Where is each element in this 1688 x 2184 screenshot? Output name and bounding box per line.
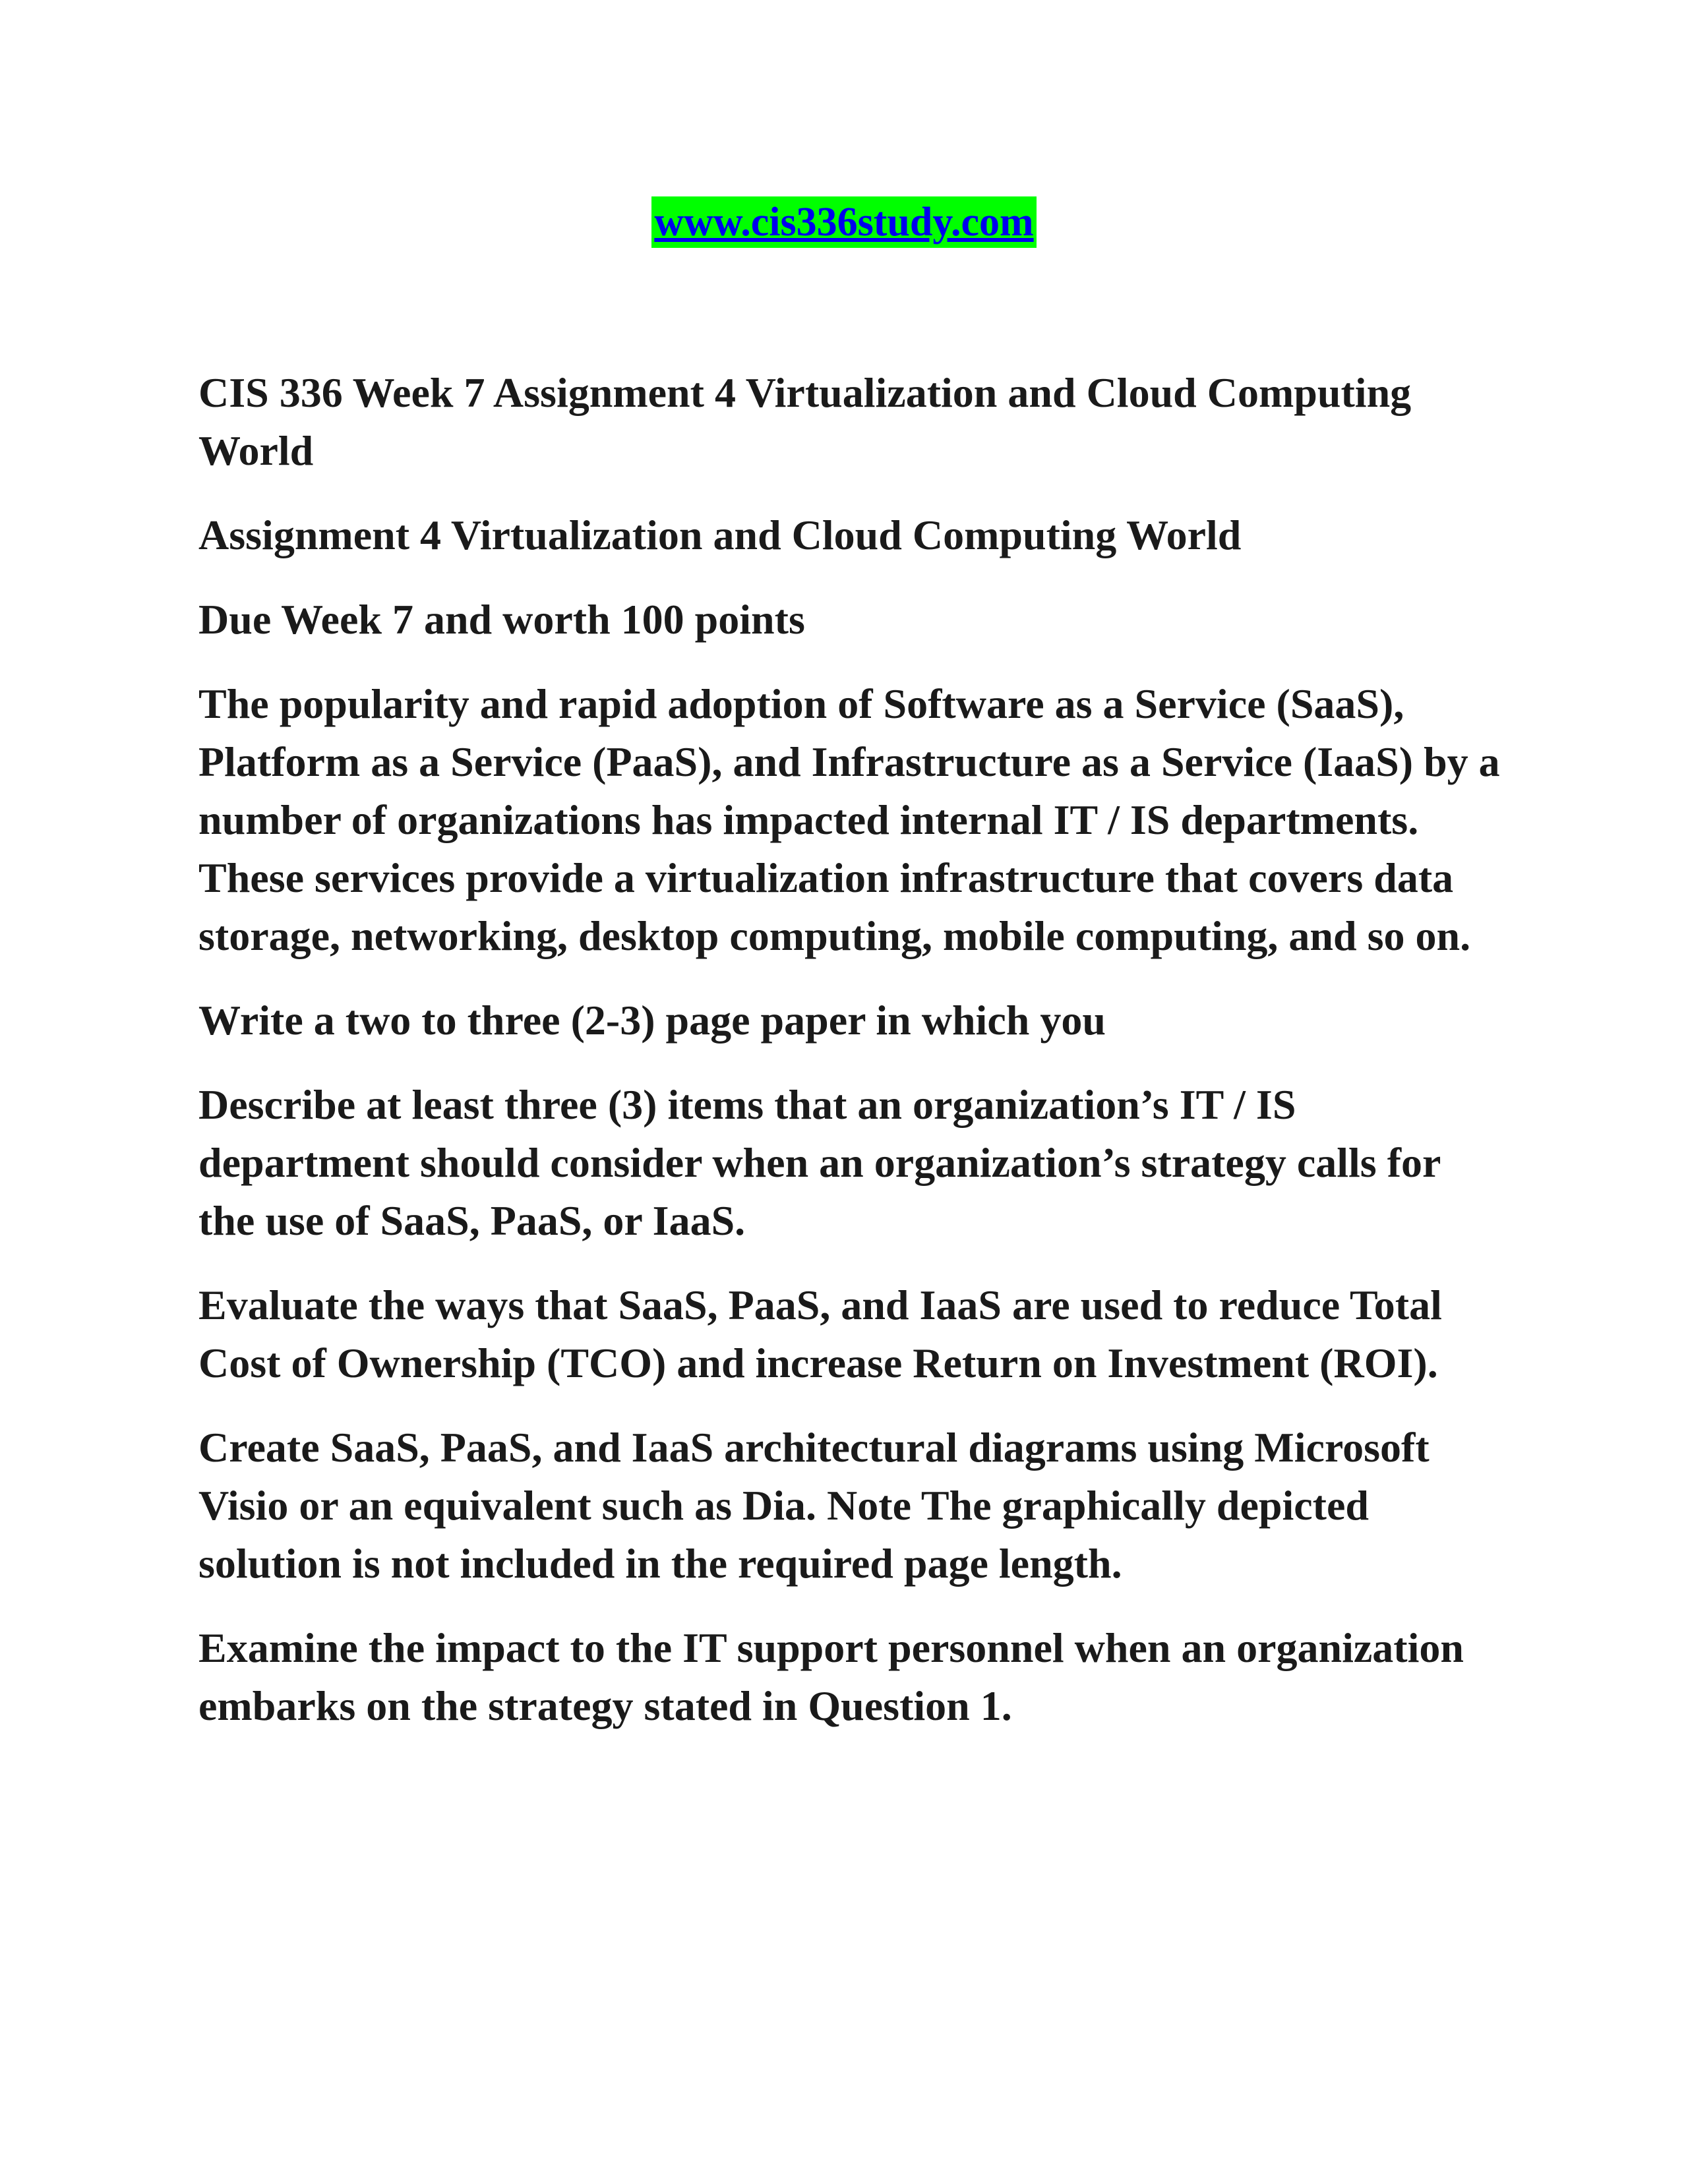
document-title: CIS 336 Week 7 Assignment 4 Virtualization and Cloud Computing World [198, 369, 1412, 474]
requirement-create: Create SaaS, PaaS, and IaaS architectural diagrams using Microsoft Visio or an equivalent such as Dia. Note The graphically depicted solution is not included in the required page length. [198, 1424, 1430, 1587]
header-link-container [0, 196, 1688, 248]
intro-paragraph: The popularity and rapid adoption of Software as a Service (SaaS), Platform as a Service (PaaS), and Infrastructure as a Service (IaaS) by a number of organizations has impacted internal IT / IS departments. These services provide a virtualization infrastructure that covers data storage, networking, desktop computing, mobile computing, and so on. [198, 680, 1500, 959]
requirement-evaluate: Evaluate the ways that SaaS, PaaS, and IaaS are used to reduce Total Cost of Ownership (TCO) and increase Return on Investment (ROI). [198, 1282, 1442, 1386]
instructions-lead: Write a two to three (2-3) page paper in which you [198, 997, 1106, 1044]
requirement-examine: Examine the impact to the IT support personnel when an organization embarks on the strategy stated in Question 1. [198, 1624, 1464, 1729]
document-body [198, 364, 1504, 1761]
website-link[interactable]: www.cis336study.com [651, 196, 1036, 248]
requirement-describe: Describe at least three (3) items that an organization’s IT / IS department should consider when an organization’s strategy calls for the use of SaaS, PaaS, or IaaS. [198, 1081, 1441, 1244]
assignment-heading: Assignment 4 Virtualization and Cloud Computing World [198, 512, 1242, 558]
due-date-text: Due Week 7 and worth 100 points [198, 596, 805, 643]
